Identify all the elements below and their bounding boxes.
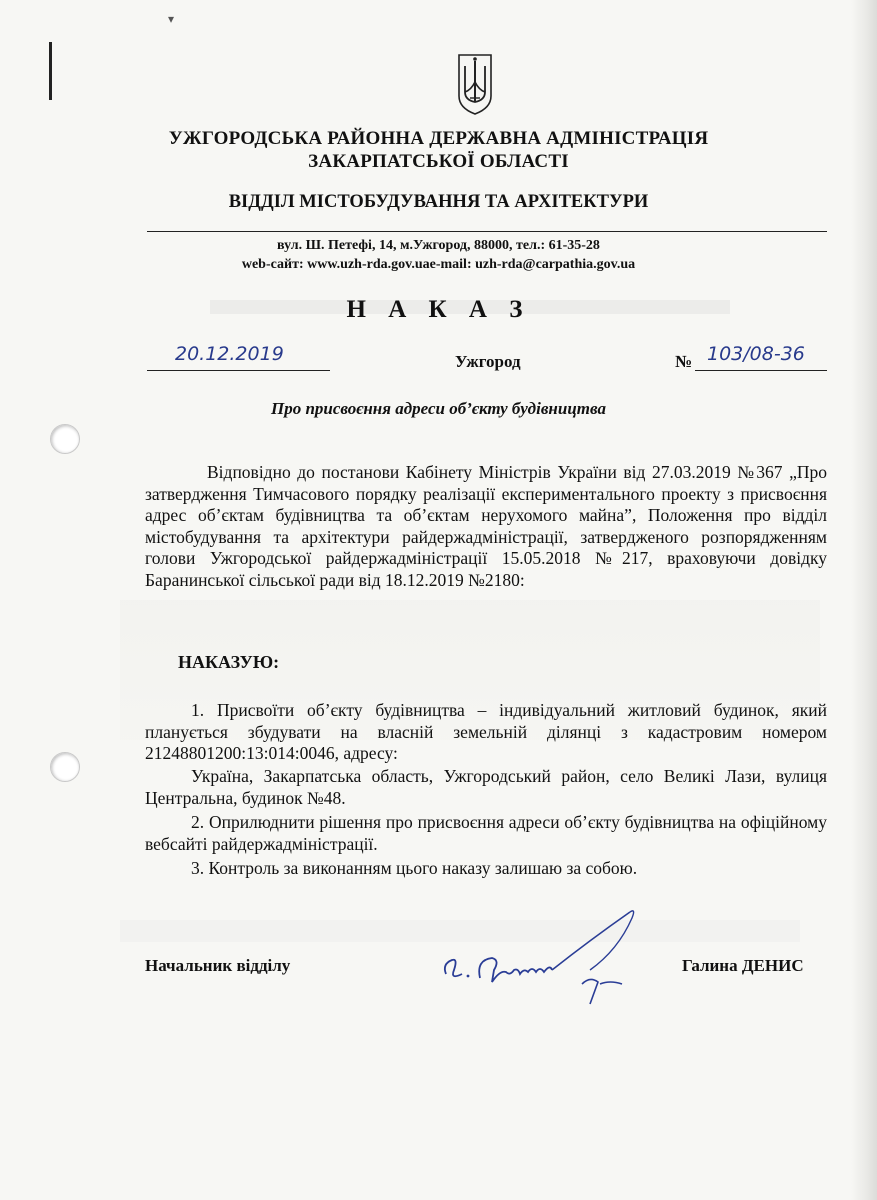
order-subject: Про присвоєння адреси об’єкту будівництва: [271, 399, 606, 418]
administration-name: [0, 127, 877, 173]
margin-mark: [49, 42, 52, 100]
tick-mark: ▾: [168, 12, 175, 26]
signatory-name: Галина ДЕНИС: [682, 956, 804, 975]
number-label: №: [675, 352, 693, 371]
signatory-role: Начальник відділу: [145, 956, 291, 975]
date-number-line: [147, 343, 827, 380]
page-edge-shadow: [851, 0, 877, 1200]
city-name: Ужгород: [455, 352, 521, 371]
number-underline: [695, 370, 827, 371]
handwritten-number: 103/08-36: [707, 343, 805, 365]
handwritten-date: 20.12.2019: [175, 343, 284, 365]
punch-hole-bottom: [50, 752, 80, 782]
header-divider: [147, 231, 827, 232]
order-item-1: 1. Присвоїти об’єкту будівництва – індивідуальний житловий будинок, який планується збудувати на власній земельній ділянці з кадастровим номером 21248801200:13:014:0046, адресу:: [145, 700, 827, 763]
order-item-2: 2. Оприлюднити рішення про присвоєння адреси об’єкту будівництва на офіційному вебсайті райдержадміністрації.: [145, 812, 827, 854]
order-keyword: НАКАЗУЮ:: [178, 652, 280, 672]
contact-block: [0, 236, 877, 274]
administration-line2: ЗАКАРПАТСЬКОЇ ОБЛАСТІ: [308, 151, 569, 172]
postal-address: вул. Ш. Петефі, 14, м.Ужгород, 88000, тел.: 61-35-28: [277, 238, 600, 253]
date-underline: [147, 370, 330, 371]
document-title: Н А К А З: [346, 296, 531, 323]
assigned-address: Україна, Закарпатська область, Ужгородський район, село Великі Лази, вулиця Центральна, будинок №48.: [145, 766, 827, 808]
punch-hole-top: [50, 424, 80, 454]
administration-line1: УЖГОРОДСЬКА РАЙОННА ДЕРЖАВНА АДМІНІСТРАЦІЯ: [168, 128, 709, 149]
preamble-paragraph: Відповідно до постанови Кабінету Міністрів України від 27.03.2019 №367 „Про затвердження Тимчасового порядку реалізації експериментального проекту з присвоєння адрес об’єктам будівництва та об’єктам нерухомого майна”, Положення про відділ містобудування та архітектури райдержадміністрації, затвердженого розпорядженням голови Ужгородської райдержадміністрації 15.05.2018 №217, враховуючи довідку Баранинської сільської ради від 18.12.2019 №2180:: [145, 462, 827, 590]
handwritten-signature: [440, 900, 650, 1010]
trident-emblem-icon: [456, 52, 494, 116]
web-contacts: web-сайт: www.uzh-rda.gov.uae-mail: uzh-rda@carpathia.gov.ua: [241, 257, 636, 272]
department-name: ВІДДІЛ МІСТОБУДУВАННЯ ТА АРХІТЕКТУРИ: [228, 192, 649, 212]
order-item-3: 3. Контроль за виконанням цього наказу залишаю за собою.: [191, 858, 638, 878]
